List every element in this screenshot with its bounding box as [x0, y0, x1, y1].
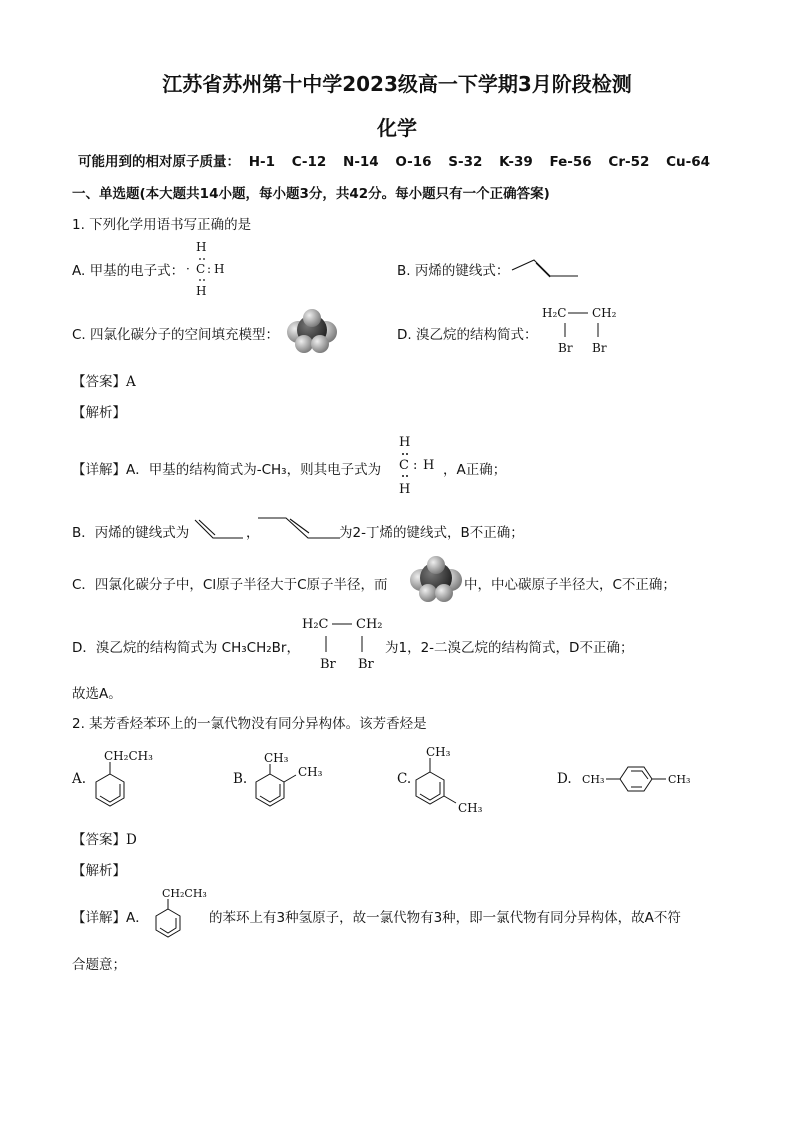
- atomic-mass-label: 可能用到的相对原子质量：: [78, 154, 240, 170]
- q1-detail-b-end: 为2-丁烯的键线式，B不正确；: [339, 525, 524, 541]
- m-xylene-structure: [410, 742, 504, 816]
- dibromoethane-detail: [302, 614, 394, 672]
- mass-item: C-12: [291, 154, 327, 170]
- mass-item: O-16: [395, 154, 432, 170]
- detail-label: 【详解】: [72, 462, 126, 478]
- o-xylene-structure: [250, 748, 330, 812]
- atom-br: Br: [558, 341, 573, 355]
- q2-analysis-label: 【解析】: [72, 863, 126, 879]
- q1-answer: [72, 370, 136, 390]
- q1-option-a: A. 甲基的电子式：: [72, 263, 185, 279]
- mass-item: Cu-64: [666, 154, 710, 170]
- atom-br: Br: [320, 657, 336, 672]
- atom-h: H: [196, 240, 207, 254]
- methyl-electron-formula-detail: [391, 432, 443, 498]
- mass-item: S-32: [448, 154, 483, 170]
- ethylbenzene-detail: [150, 885, 214, 943]
- ccl4-model-detail: [408, 554, 464, 608]
- q1-detail-b-comma: ，: [246, 525, 260, 541]
- q1-detail-c-start: C．四氯化碳分子中，Cl原子半径大于C原子半径，而: [72, 577, 388, 593]
- q1-detail-b-start: B．丙烯的键线式为: [72, 525, 190, 541]
- q1-stem: 1. 下列化学用语书写正确的是: [72, 217, 252, 233]
- methyl-group: CH₃: [426, 745, 451, 759]
- electron-pair: :: [413, 458, 418, 473]
- atomic-mass-line: [78, 150, 722, 170]
- mass-item: K-39: [499, 154, 533, 170]
- q1-detail-a: [72, 458, 381, 478]
- q2-option-c-label: C.: [397, 771, 412, 787]
- q1-option-c: C. 四氯化碳分子的空间填充模型：: [72, 327, 280, 343]
- ethylbenzene-structure: [86, 746, 166, 812]
- ethyl-group: CH₂CH₃: [162, 887, 207, 900]
- svg-text:·: ·: [186, 262, 190, 276]
- methyl-group: CH₃: [668, 773, 691, 786]
- atom-c: C: [399, 458, 409, 473]
- q2-option-d-label: D.: [557, 771, 572, 787]
- atom-c: C: [196, 262, 206, 276]
- subject-title: 化学: [377, 116, 417, 140]
- propene-skeletal-formula: [512, 256, 582, 280]
- mass-item: N-14: [343, 154, 379, 170]
- group-h2c: H₂C: [302, 617, 329, 632]
- atom-h: H: [196, 284, 207, 298]
- q2-answer: [72, 828, 137, 848]
- methyl-electron-formula: [186, 238, 236, 298]
- methyl-group: CH₃: [458, 801, 483, 815]
- electron-pair: :: [207, 262, 212, 276]
- group-ch2: CH₂: [592, 306, 617, 320]
- ethyl-group: CH₂CH₃: [104, 749, 153, 763]
- q1-detail-d-end: 为1，2-二溴乙烷的结构简式，D不正确；: [385, 640, 634, 656]
- answer-value: D: [126, 832, 137, 848]
- q1-detail-c-end: 中，中心碳原子半径大，C不正确；: [464, 577, 676, 593]
- propene-skeletal-detail: [195, 516, 247, 540]
- p-xylene-structure: [580, 762, 700, 796]
- detail-text: A．甲基的结构简式为-CH₃，则其电子式为: [126, 462, 382, 478]
- ccl4-space-filling-model: [284, 308, 340, 356]
- mass-item: Fe-56: [549, 154, 592, 170]
- q1-option-d: D. 溴乙烷的结构简式：: [397, 327, 538, 343]
- q2-detail-a-start: [72, 906, 149, 926]
- mass-item: Cr-52: [608, 154, 650, 170]
- group-ch2: CH₂: [356, 617, 383, 632]
- q1-detail-d-start: D．溴乙烷的结构简式为 CH₃CH₂Br，: [72, 640, 300, 656]
- atom-h: H: [399, 482, 411, 497]
- section-heading: 一、单选题(本大题共14小题，每小题3分，共42分。每小题只有一个正确答案): [72, 186, 550, 202]
- q1-option-b: B. 丙烯的键线式：: [397, 263, 510, 279]
- detail-label: 【详解】: [72, 910, 126, 926]
- q1-conclusion: 故选A。: [72, 686, 122, 702]
- atom-br: Br: [592, 341, 607, 355]
- methyl-group: CH₃: [298, 765, 323, 779]
- q2-detail-a-end: 合题意；: [72, 957, 126, 973]
- methyl-group: CH₃: [582, 773, 605, 786]
- methyl-group: CH₃: [264, 751, 289, 765]
- group-h2c: H₂C: [542, 306, 567, 320]
- butene-skeletal-detail: [258, 514, 342, 542]
- answer-label: 【答案】: [72, 374, 126, 390]
- detail-text: A．: [126, 910, 149, 926]
- q2-detail-a-mid: 的苯环上有3种氢原子，故一氯代物有3种，即一氯代物有同分异构体，故A不符: [209, 910, 681, 926]
- q2-option-a-label: A.: [72, 771, 87, 787]
- mass-item: H-1: [248, 154, 275, 170]
- q2-stem: 2. 某芳香烃苯环上的一氯代物没有同分异构体。该芳香烃是: [72, 716, 427, 732]
- exam-title: 江苏省苏州第十中学2023级高一下学期3月阶段检测: [162, 72, 632, 96]
- q2-option-b-label: B.: [233, 771, 248, 787]
- q1-detail-a-end: ，A正确；: [443, 462, 507, 478]
- answer-label: 【答案】: [72, 832, 126, 848]
- dibromoethane-structure: [540, 304, 630, 358]
- atom-br: Br: [358, 657, 374, 672]
- atom-h: H: [399, 435, 411, 450]
- atom-h: H: [214, 262, 225, 276]
- answer-value: A: [126, 374, 136, 390]
- atom-h: H: [423, 458, 435, 473]
- q1-analysis-label: 【解析】: [72, 405, 126, 421]
